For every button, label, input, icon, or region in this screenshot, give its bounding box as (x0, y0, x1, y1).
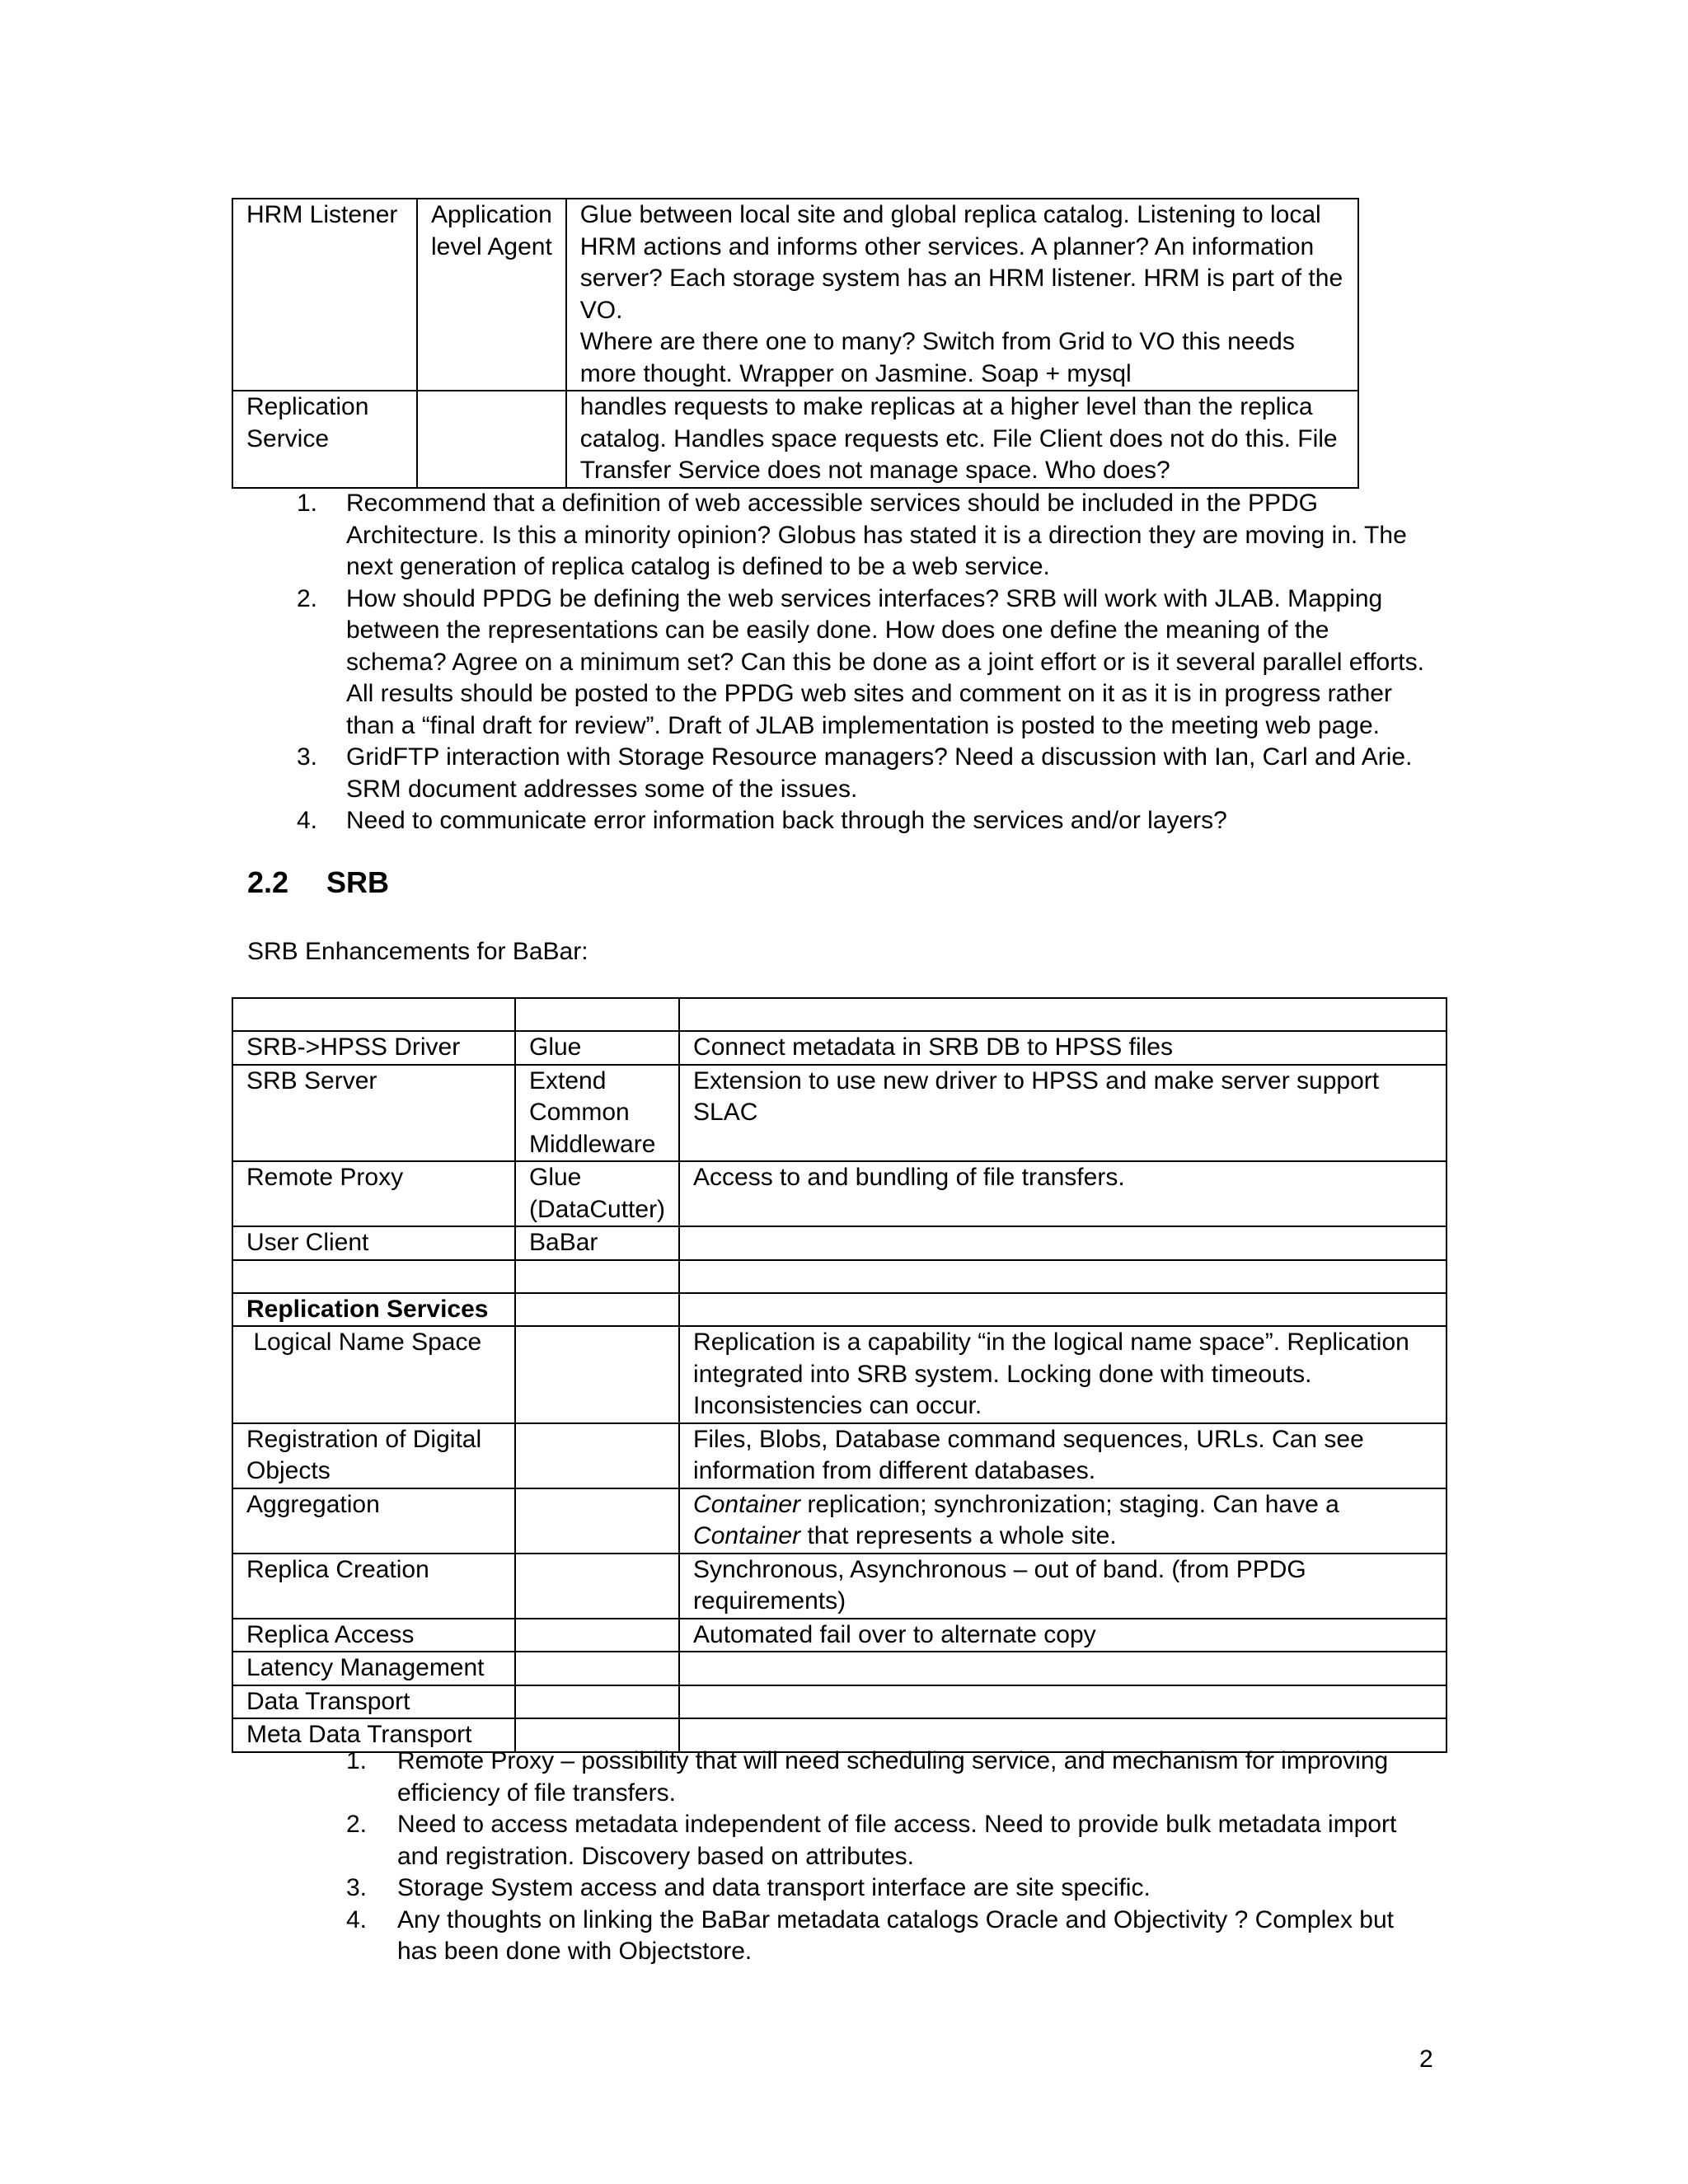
table-row (232, 1260, 1447, 1293)
table-row (232, 1226, 1447, 1260)
item-description-cell: Access to and bundling of file transfers. (679, 1161, 1447, 1226)
list-number: 4. (346, 1905, 368, 1933)
item-name-cell: Aggregation (232, 1488, 515, 1554)
item-name-cell: SRB Server (232, 1065, 515, 1162)
item-name-cell: SRB->HPSS Driver (232, 1031, 515, 1065)
item-description-cell (679, 1226, 1447, 1260)
item-type-cell: BaBar (515, 1226, 679, 1260)
item-name-cell: User Client (232, 1226, 515, 1260)
service-type-cell: Application level Agent (417, 199, 566, 391)
item-name-cell: Registration of Digital Objects (232, 1423, 515, 1488)
section-heading (247, 865, 389, 900)
item-description-cell: Files, Blobs, Database command sequences, URLs. Can see information from different databases. (679, 1423, 1447, 1488)
item-type-cell (515, 1619, 679, 1652)
item-name-cell: Logical Name Space (232, 1326, 515, 1423)
table-row (232, 1423, 1447, 1488)
item-type-cell: Glue (DataCutter) (515, 1161, 679, 1226)
list-number: 4. (297, 807, 318, 834)
table-row (232, 998, 1447, 1031)
item-name-cell: Replica Access (232, 1619, 515, 1652)
table-row (232, 1031, 1447, 1065)
section-intro: SRB Enhancements for BaBar: (247, 938, 588, 965)
item-type-cell (515, 1260, 679, 1293)
list-text: Storage System access and data transport interface are site specific. (397, 1874, 1151, 1901)
item-type-cell (515, 1488, 679, 1554)
list-number: 3. (297, 743, 318, 771)
item-description-cell: Automated fail over to alternate copy (679, 1619, 1447, 1652)
recommendations-list (297, 488, 1434, 837)
description-line: Where are there one to many? Switch from Grid to VO this needs more thought. Wrapper on Jasmine. Soap + mysql (579, 328, 1295, 387)
list-item (346, 1872, 1436, 1905)
description-text: replication; synchronization; staging. Can have a (800, 1490, 1339, 1518)
list-text: Need to access metadata independent of file access. Need to provide bulk metadata import and registration. Discovery based on attributes. (397, 1811, 1397, 1870)
section-number: 2.2 (247, 865, 289, 899)
item-name-cell: Replica Creation (232, 1554, 515, 1619)
list-number: 1. (297, 490, 318, 517)
list-text: Remote Proxy – possibility that will need scheduling service, and mechanism for improving efficiency of file transfers. (397, 1747, 1389, 1807)
list-text: How should PPDG be defining the web services interfaces? SRB will work with JLAB. Mapping between the representations can be easily done. How does one define the meaning of the schema? Agree on a minimum set? Can this be done as a joint effort or is it several parallel efforts. All results should be posted to the PPDG web sites and comment on it as it is in progress rather than a “final draft for review”. Draft of JLAB implementation is posted to the meeting web page. (346, 584, 1424, 739)
table-row (232, 1685, 1447, 1719)
table-row (232, 391, 1358, 488)
item-type-cell (515, 1652, 679, 1685)
item-description-cell: Synchronous, Asynchronous – out of band. (from PPDG requirements) (679, 1554, 1447, 1619)
item-name-cell (232, 998, 515, 1031)
service-name-cell: HRM Listener (232, 199, 417, 391)
item-name-cell: Data Transport (232, 1685, 515, 1719)
item-type-cell: Glue (515, 1031, 679, 1065)
list-item (297, 583, 1434, 743)
item-description-cell (679, 1260, 1447, 1293)
list-number: 2. (346, 1811, 368, 1838)
service-description-cell (566, 391, 1358, 488)
item-type-cell (515, 1423, 679, 1488)
list-item (346, 1746, 1436, 1809)
description-line: handles requests to make replicas at a higher level than the replica catalog. Handles space requests etc. File Client does not do this. File Transfer Service does not manage space. Who does? (579, 393, 1338, 484)
description-line: Glue between local site and global replica catalog. Listening to local HRM actions and informs other services. A planner? An information server? Each storage system has an HRM listener. HRM is part of the VO. (579, 201, 1343, 324)
list-item (346, 1905, 1436, 1968)
table-row (232, 1065, 1447, 1162)
service-name-cell: Replication Service (232, 391, 417, 488)
service-type-cell (417, 391, 566, 488)
list-item (297, 742, 1434, 805)
list-text: Recommend that a definition of web accessible services should be included in the PPDG Architecture. Is this a minority opinion? Globus has stated it is a direction they are moving in. The next generation of replica catalog is defined to be a web service. (346, 490, 1407, 580)
item-type-cell (515, 1554, 679, 1619)
table-row (232, 199, 1358, 391)
item-description-cell (679, 1685, 1447, 1719)
list-number: 1. (346, 1747, 368, 1774)
table-row (232, 1488, 1447, 1554)
item-type-cell: Extend Common Middleware (515, 1065, 679, 1162)
section-title: SRB (326, 865, 390, 899)
item-description-cell: Replication is a capability “in the logical name space”. Replication integrated into SRB system. Locking done with timeouts. Inconsistencies can occur. (679, 1326, 1447, 1423)
table-row (232, 1293, 1447, 1327)
item-name-cell: Meta Data Transport (232, 1718, 515, 1752)
item-name-cell: Latency Management (232, 1652, 515, 1685)
list-item (297, 488, 1434, 583)
list-item (297, 805, 1434, 837)
item-type-cell (515, 1685, 679, 1719)
item-description-cell (679, 1652, 1447, 1685)
item-type-cell (515, 1326, 679, 1423)
services-table (232, 198, 1359, 489)
list-text: Any thoughts on linking the BaBar metadata catalogs Oracle and Objectivity ? Complex but has been done with Objectstore. (397, 1905, 1395, 1965)
table-row (232, 1161, 1447, 1226)
srb-notes-list (346, 1746, 1436, 1968)
list-number: 3. (346, 1874, 368, 1901)
item-name-cell: Remote Proxy (232, 1161, 515, 1226)
table-row (232, 1326, 1447, 1423)
emphasis-text: Container (693, 1490, 801, 1518)
item-description-cell (679, 1293, 1447, 1327)
list-item (346, 1809, 1436, 1872)
item-description-cell: Extension to use new driver to HPSS and make server support SLAC (679, 1065, 1447, 1162)
table-row (232, 1619, 1447, 1652)
list-text: Need to communicate error information back through the services and/or layers? (346, 807, 1227, 834)
page-number: 2 (1419, 2046, 1433, 2073)
table-row (232, 1554, 1447, 1619)
srb-enhancements-table (232, 997, 1447, 1753)
list-number: 2. (297, 584, 318, 612)
group-heading-cell: Replication Services (232, 1293, 515, 1327)
service-description-cell (566, 199, 1358, 391)
emphasis-text: Container (693, 1522, 801, 1549)
description-text: that represents a whole site. (800, 1522, 1117, 1549)
list-text: GridFTP interaction with Storage Resource managers? Need a discussion with Ian, Carl and Arie. SRM document addresses some of the issues. (346, 743, 1413, 803)
item-description-cell: Connect metadata in SRB DB to HPSS files (679, 1031, 1447, 1065)
table-row (232, 1652, 1447, 1685)
item-description-cell (679, 1488, 1447, 1554)
item-name-cell (232, 1260, 515, 1293)
item-type-cell (515, 1293, 679, 1327)
item-description-cell (679, 998, 1447, 1031)
item-type-cell (515, 998, 679, 1031)
